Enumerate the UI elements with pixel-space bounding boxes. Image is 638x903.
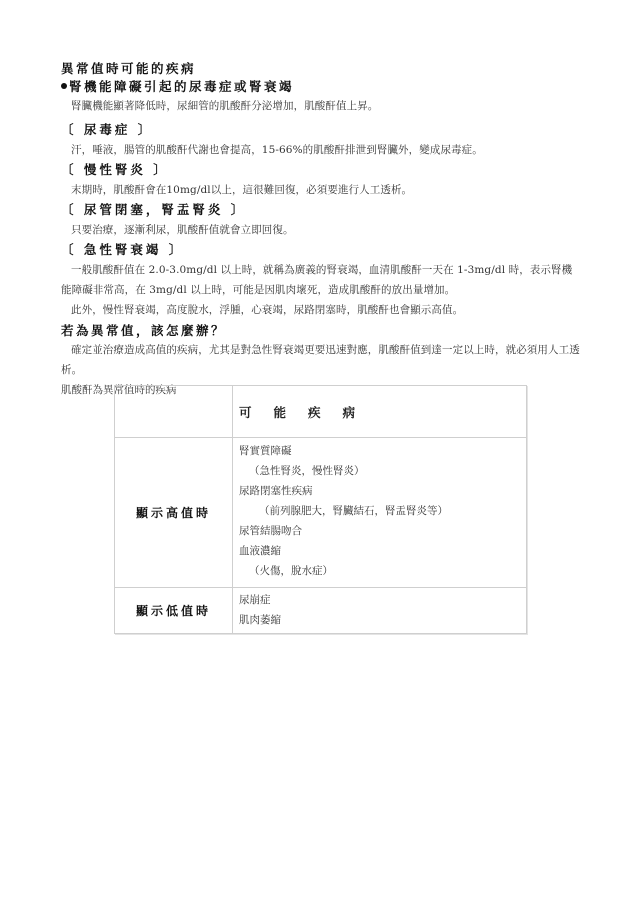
section-paragraph: 汗，唾液，腸管的肌酸酐代謝也會提高，15-66%的肌酸酐排泄到腎臟外，變成尿毒症。	[71, 144, 483, 156]
section-paragraph: 末期時，肌酸酐會在10mg/dl以上，這很難回復，必須要進行人工透析。	[71, 184, 413, 196]
row-label-high: 顯示高值時	[115, 438, 233, 588]
header-char: 疾	[308, 404, 321, 420]
row-list-high	[233, 438, 527, 588]
header-char: 病	[342, 404, 356, 420]
section-paragraph: 只要治療，逐漸利尿，肌酸酐值就會立即回復。	[71, 224, 294, 236]
section-heading-urinary-obstruction: 〔 尿管閉塞，腎盂腎炎 〕	[61, 202, 247, 217]
section-paragraph: 此外，慢性腎衰竭，高度脫水，浮腫，心衰竭，尿路閉塞時，肌酸酐也會顯示高值。	[71, 304, 464, 316]
table-caption: 肌酸酐為異常值時的疾病	[61, 384, 177, 396]
bullet-icon	[61, 83, 67, 89]
list-item: 血液濃縮	[239, 545, 281, 557]
header-char: 可	[239, 404, 252, 420]
list-item: （前列腺肥大，腎臟結石，腎盂腎炎等）	[259, 505, 448, 517]
list-item: 尿路閉塞性疾病	[239, 485, 313, 497]
header-char: 能	[273, 404, 287, 420]
list-item: 肌肉萎縮	[239, 614, 281, 626]
list-item: 尿崩症	[239, 594, 271, 606]
intro-paragraph: 腎臟機能顯著降低時，尿細管的肌酸酐分泌增加，肌酸酐值上昇。	[71, 100, 379, 112]
table-header-row	[115, 386, 527, 438]
list-item: 尿管結腸吻合	[239, 525, 302, 537]
subtitle	[61, 78, 581, 96]
section-heading-uremia: 〔 尿毒症 〕	[61, 122, 154, 137]
section-paragraph: 一般肌酸酐值在 2.0-3.0mg/dl 以上時，就稱為廣義的腎衰竭，血清肌酸酐一天在 1-3mg/dl 時，表示腎機能障礙非常高，在 3mg/dl 以上時，可能是因肌肉壞死，造成肌酸酐的放出量增加。	[61, 264, 573, 296]
list-item: 腎實質障礙	[239, 445, 292, 457]
table-corner-cell	[115, 386, 233, 438]
subtitle-text: 腎機能障礙引起的尿毒症或腎衰竭	[69, 79, 295, 94]
disease-table	[114, 385, 527, 634]
abnormal-heading: 若為異常值，該怎麼辦？	[61, 323, 227, 338]
row-label-low: 顯示低值時	[115, 588, 233, 634]
document-page	[61, 60, 581, 400]
section-heading-acute-renal-failure: 〔 急性腎衰竭 〕	[61, 242, 185, 257]
row-list-low	[233, 588, 527, 634]
list-item: （火傷，脫水症）	[249, 565, 333, 577]
table-row-high	[115, 438, 527, 588]
table-row-low	[115, 588, 527, 634]
table-header-cell	[233, 386, 527, 438]
page-title: 異常值時可能的疾病	[61, 61, 197, 76]
list-item: （急性腎炎，慢性腎炎）	[249, 465, 365, 477]
abnormal-paragraph: 確定並治療造成高值的疾病，尤其是對急性腎衰竭更要迅速對應，肌酸酐值到達一定以上時，就必須用人工透析。	[61, 344, 580, 376]
section-heading-chronic-nephritis: 〔 慢性腎炎 〕	[61, 162, 169, 177]
